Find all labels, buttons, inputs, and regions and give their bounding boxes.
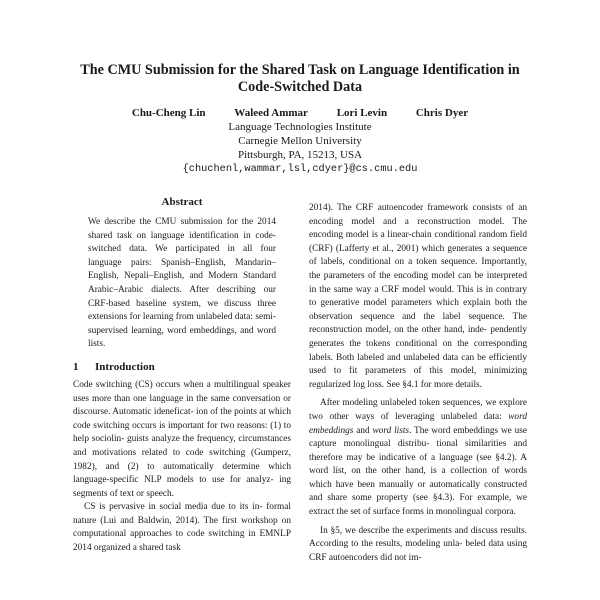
author-list <box>60 106 540 120</box>
abstract-text: We describe the CMU submission for the 2014 shared task on language identification in code-switched data. We participated in all four language pairs: Spanish–English, Mandarin–English, Nepali–English, and Modern Standard Arabic–Arabic dialects. After describing our CRF-based baseline system, we discuss three extensions for learning from unlabeled data: semi-supervised learning, word embeddings, and word lists. <box>88 217 276 350</box>
p2-text-and: and <box>353 425 373 436</box>
right-column <box>309 202 527 565</box>
right-paragraph-2 <box>309 397 527 519</box>
section-heading-introduction <box>73 360 291 374</box>
title-line-1: The CMU Submission for the Shared Task on Language Identification in <box>80 62 520 78</box>
title-line-2: Code-Switched Data <box>237 79 363 95</box>
section-title: Introduction <box>95 360 155 373</box>
term-word-embeddings: word embeddings <box>309 411 527 436</box>
p2-text-start: After modeling unlabeled token sequences, we explore two other ways of leveraging unlabeled data: <box>309 398 527 422</box>
author-name: Chu-Cheng Lin <box>131 107 206 119</box>
left-column <box>73 195 291 556</box>
author-name: Lori Levin <box>336 107 388 119</box>
institute: Language Technologies Institute <box>228 121 372 133</box>
paper-title <box>60 62 540 96</box>
affiliation <box>60 120 540 176</box>
intro-paragraph-1: Code switching (CS) occurs when a multilingual speaker uses more than one language in the same conversation or discourse. Automatic ideneficat- ion of the points at which code switching occurs is important for two reasons: (1) to help sociolin- guists analyze the frequency, circumstances and motivations related to code switching (Gumperz, 1982), and (2) to automatically determine which language-specific NLP models to use for analyz- ing segments of text or speech. <box>73 379 291 499</box>
author-emails: {chuchenl,wammar,lsl,cdyer}@cs.cmu.edu <box>182 163 418 175</box>
university: Carnegie Mellon University <box>238 135 362 147</box>
author-name: Chris Dyer <box>415 107 469 119</box>
author-name: Waleed Ammar <box>234 107 308 119</box>
right-paragraph-1: 2014). The CRF autoencoder framework consists of an encoding model and a reconstruction model. The encoding model is a linear-chain conditional random field (CRF) (Lafferty et al., 2001) which generates a sequence of labels, conditional on a token sequence. Importantly, the parameters of the encoding model can be interpreted in the same way a CRF model would. This is in contrary to generative model parameters which explain both the observation sequence and the label sequence. The reconstruction model, on the other hand, inde- pendently generates the tokens conditional on the corresponding labels. Both labeled and unlabeled data can be efficiently used to fit parameters of this model, minimizing regularized log loss. See §4.1 for more details. <box>309 203 527 390</box>
p2-text-end: . The word embeddings we use capture monolingual distribu- tional similarities and therefore may be indicative of a language (see §4.2). A word list, on the other hand, is a collection of words which have been manually or automatically constructed and share some property (see §4.3). For example, we extract the set of surface forms in monolingual corpora. <box>309 425 528 518</box>
address: Pittsburgh, PA, 15213, USA <box>237 149 363 161</box>
intro-paragraph-2: CS is pervasive in social media due to its in- formal nature (Lui and Baldwin, 2014). The first workshop on computational approaches to code switching in EMNLP 2014 organized a shared task <box>73 502 291 554</box>
section-number: 1 <box>73 360 79 373</box>
term-word-lists: word lists <box>372 425 410 436</box>
right-paragraph-3: In §5, we describe the experiments and discuss results. According to the results, modeling unla- beled data using CRF autoencoders did not im- <box>309 525 527 563</box>
abstract-heading: Abstract <box>161 196 203 208</box>
